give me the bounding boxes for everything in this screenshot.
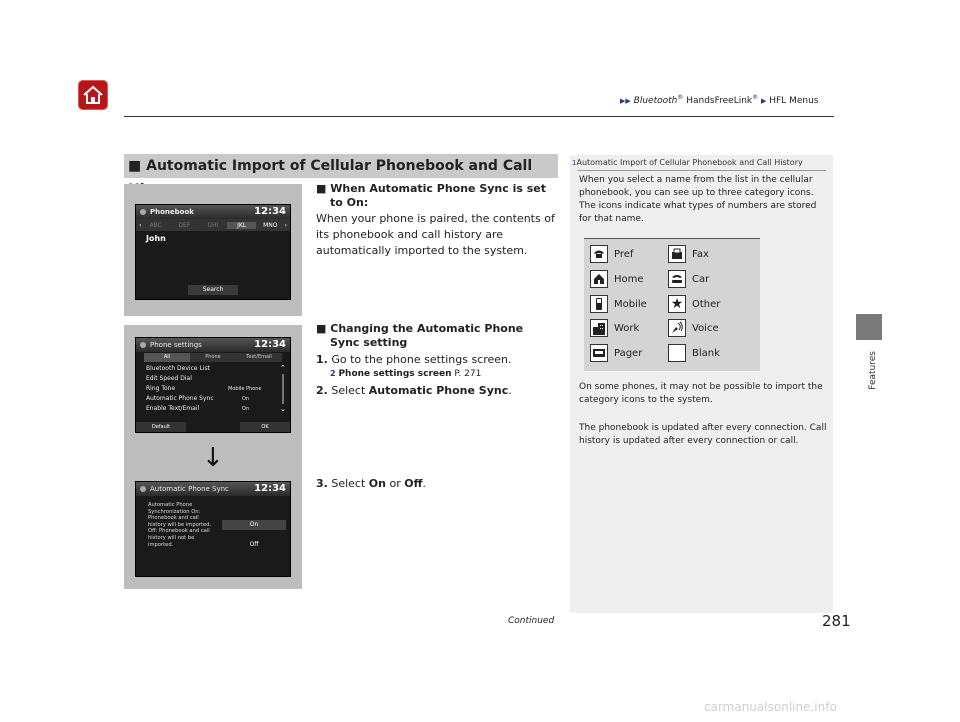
registered-mark: ®: [677, 94, 684, 101]
home-icon: [82, 85, 104, 105]
alpha-tabs: [136, 219, 290, 231]
sync-description: Automatic Phone Synchronization On: Phonebook and call history will be imported. Off: Phonebook and call history will not be imported.: [148, 502, 212, 548]
category-mobile: Mobile: [590, 295, 647, 313]
settings-row[interactable]: Edit Speed Dial: [146, 375, 192, 382]
breadcrumb-arrow-icon: ▶▶: [620, 97, 631, 105]
category-work: Work: [590, 319, 639, 337]
side-tab-marker[interactable]: [856, 314, 882, 340]
screen-title: Automatic Phone Sync: [150, 485, 229, 493]
arrow-down-icon: ↓: [202, 443, 224, 473]
ok-button[interactable]: OK: [240, 422, 290, 432]
settings-footer: [136, 422, 290, 432]
phone-settings-screen: [135, 337, 291, 433]
note-ref-icon: 1: [572, 159, 577, 167]
star-icon: ★: [668, 295, 686, 313]
phone-icon: [590, 245, 608, 263]
sub-square-icon: ■: [316, 322, 327, 335]
note-paragraph-3: The phonebook is updated after every connection. Call history is updated after every connection or call.: [579, 423, 827, 446]
category-blank: Blank: [668, 344, 720, 362]
screen-title-bar: [136, 205, 290, 219]
note-paragraph-2: On some phones, it may not be possible to import the category icons to the system.: [579, 382, 823, 405]
settings-tabs: [144, 353, 282, 362]
chevron-left-icon[interactable]: ‹: [139, 221, 142, 229]
option-off[interactable]: Off: [249, 541, 259, 548]
sub1: [316, 182, 556, 259]
pager-icon: [590, 344, 608, 362]
home-icon: [590, 270, 608, 288]
tab-all[interactable]: All: [144, 353, 190, 362]
step-1: 1. Go to the phone settings screen.: [316, 353, 512, 366]
mobile-icon: [590, 295, 608, 313]
settings-row[interactable]: Bluetooth Device List: [146, 365, 210, 372]
tab-jkl[interactable]: JKL: [227, 222, 256, 229]
tab-ghi[interactable]: GHI: [207, 221, 219, 229]
contact-entry[interactable]: John: [146, 234, 166, 243]
sub1-text: When your phone is paired, the contents of its phonebook and call history are automatically imported to the system.: [316, 212, 555, 257]
auto-sync-screen: [135, 481, 291, 577]
breadcrumb-hfl[interactable]: HandsFreeLink: [683, 96, 753, 106]
clock: 12:34: [254, 206, 286, 217]
step-1-ref[interactable]: 2 Phone settings screen P. 271: [330, 369, 482, 379]
scroll-up-icon[interactable]: ⌃: [280, 364, 286, 372]
section-square-icon: ■: [128, 158, 142, 174]
tab-phone[interactable]: Phone: [205, 354, 221, 360]
settings-row[interactable]: Enable Text/Email On: [146, 405, 250, 412]
tab-mno[interactable]: MNO: [263, 221, 278, 229]
tab-abc[interactable]: ABC: [149, 221, 162, 229]
category-home: Home: [590, 270, 644, 288]
building-icon: [590, 319, 608, 337]
phonebook-screen: [135, 204, 291, 300]
blank-icon: [668, 344, 686, 362]
breadcrumb-arrow-icon: ▶: [761, 97, 767, 105]
watermark: carmanualsonline.info: [704, 700, 837, 714]
sub2: [316, 322, 556, 399]
note-rule: [578, 170, 826, 171]
fax-icon: [668, 245, 686, 263]
section-heading: [124, 154, 558, 178]
ref-arrow-icon: 2: [330, 369, 336, 378]
scroll-track[interactable]: [282, 374, 284, 404]
note-paragraph-1: When you select a name from the list in the cellular phonebook, you can see up to three category icons. The icons indicate what types of numbers are stored for that name.: [579, 175, 817, 224]
sub1-heading: ■ When Automatic Phone Sync is set to On:: [316, 182, 547, 209]
settings-screenshot-frame: [124, 325, 302, 589]
header-rule: [124, 116, 834, 117]
note-heading: 1Automatic Import of Cellular Phonebook and Call History: [572, 158, 803, 167]
default-button[interactable]: Default: [136, 422, 186, 432]
tab-def[interactable]: DEF: [178, 221, 191, 229]
side-tab-label: Features: [868, 351, 878, 390]
option-on[interactable]: On: [222, 520, 286, 530]
settings-list: [136, 363, 290, 415]
category-voice: Voice: [668, 319, 719, 337]
home-button[interactable]: [78, 80, 108, 110]
car-phone-icon: [668, 270, 686, 288]
settings-row[interactable]: Automatic Phone Sync On: [146, 395, 250, 402]
category-car: Car: [668, 270, 709, 288]
category-pager: Pager: [590, 344, 642, 362]
breadcrumb-hfl-menus[interactable]: HFL Menus: [769, 96, 819, 106]
settings-icon: [140, 342, 146, 348]
search-button[interactable]: Search: [188, 285, 238, 295]
sub2-heading: ■ Changing the Automatic Phone Sync setting: [316, 322, 524, 349]
continued-label: Continued: [508, 616, 555, 626]
scroll-down-icon[interactable]: ⌄: [280, 405, 286, 413]
category-pref: Pref: [590, 245, 633, 263]
screen-title: Phonebook: [150, 208, 194, 216]
section-title: Automatic Import of Cellular Phonebook and Call: [146, 158, 533, 174]
category-other: ★ Other: [668, 295, 720, 313]
breadcrumb-bluetooth[interactable]: Bluetooth: [633, 96, 678, 106]
screen-title-bar: [136, 482, 290, 496]
settings-icon: [140, 486, 146, 492]
step-2: 2. Select Automatic Phone Sync.: [316, 384, 512, 397]
phonebook-screenshot-frame: [124, 184, 302, 316]
clock: 12:34: [254, 339, 286, 350]
phone-icon: [140, 209, 146, 215]
chevron-right-icon[interactable]: ›: [284, 221, 288, 229]
category-fax: Fax: [668, 245, 709, 263]
registered-mark: ®: [752, 94, 759, 101]
page-number: 281: [822, 612, 851, 630]
step-3: 3. Select On or Off.: [316, 477, 426, 490]
settings-row[interactable]: Ring Tone Mobile Phone: [146, 385, 262, 392]
clock: 12:34: [254, 483, 286, 494]
sub-square-icon: ■: [316, 182, 327, 195]
screen-title: Phone settings: [150, 341, 202, 349]
category-icon-table: [584, 238, 760, 371]
voice-icon: [668, 319, 686, 337]
tab-text-email[interactable]: Text/Email: [246, 354, 272, 360]
scrollbar[interactable]: [280, 365, 286, 413]
breadcrumb: [620, 94, 819, 106]
screen-title-bar: [136, 338, 290, 352]
